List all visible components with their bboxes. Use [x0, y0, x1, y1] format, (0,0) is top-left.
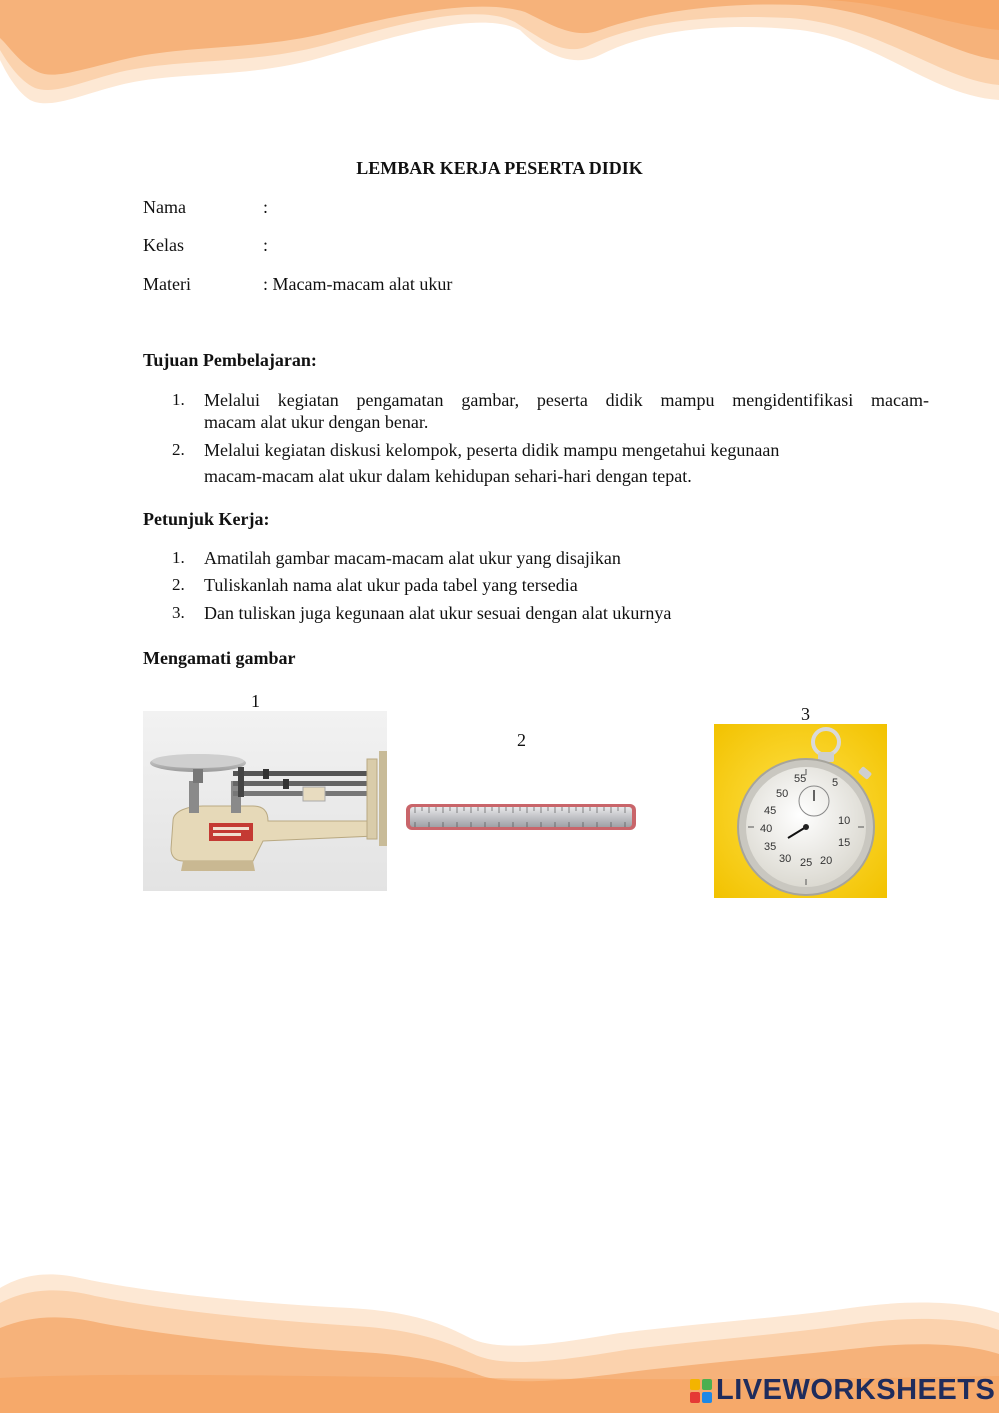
tujuan-heading: Tujuan Pembelajaran:: [143, 350, 317, 370]
petunjuk-item-3-number: 3.: [172, 603, 185, 622]
materi-label: Materi: [143, 274, 191, 294]
dial-label-55: 55: [794, 773, 807, 785]
mengamati-heading: Mengamati gambar: [143, 648, 296, 668]
dial-label-50: 50: [776, 788, 789, 800]
ruler-image: [405, 800, 637, 836]
dial-label-5: 5: [832, 777, 839, 789]
petunjuk-item-3-text: Dan tuliskan juga kegunaan alat ukur sesuai dengan alat ukurnya: [204, 603, 672, 623]
tujuan-item-2-line2: macam-macam alat ukur dalam kehidupan sehari-hari dengan tepat.: [204, 466, 692, 486]
nama-value: :: [263, 197, 269, 217]
liveworksheets-logo-icon: [690, 1379, 712, 1403]
petunjuk-item-2-text: Tuliskanlah nama alat ukur pada tabel yang tersedia: [204, 575, 578, 595]
dial-label-10: 10: [838, 815, 851, 827]
dial-label-15: 15: [838, 837, 851, 849]
top-wave-decoration: [0, 0, 999, 130]
figure-3-number: 3: [801, 704, 810, 724]
figure-2-number: 2: [517, 730, 526, 750]
stopwatch-image: [714, 724, 887, 898]
petunjuk-heading: Petunjuk Kerja:: [143, 509, 270, 529]
tujuan-item-1-line2: macam alat ukur dengan benar.: [204, 412, 429, 432]
petunjuk-item-1-number: 1.: [172, 548, 185, 567]
dial-label-25: 25: [800, 857, 813, 869]
petunjuk-item-2-number: 2.: [172, 575, 185, 594]
materi-value: : Macam-macam alat ukur: [263, 274, 453, 294]
kelas-value: :: [263, 235, 269, 255]
tujuan-item-2-line1: Melalui kegiatan diskusi kelompok, peserta didik mampu mengetahui kegunaan: [204, 440, 780, 460]
tujuan-item-2-number: 2.: [172, 440, 185, 459]
dial-label-40: 40: [760, 823, 773, 835]
dial-label-20: 20: [820, 855, 833, 867]
nama-label: Nama: [143, 197, 186, 217]
liveworksheets-logo: [690, 1374, 995, 1407]
dial-label-30: 30: [779, 853, 792, 865]
tujuan-item-1-line1: Melalui kegiatan pengamatan gambar, peserta didik mampu mengidentifikasi macam-: [204, 390, 929, 410]
tujuan-item-1-number: 1.: [172, 390, 185, 409]
figure-1-number: 1: [251, 691, 260, 711]
petunjuk-item-1-text: Amatilah gambar macam-macam alat ukur yang disajikan: [204, 548, 621, 568]
liveworksheets-logo-text: LIVEWORKSHEETS: [716, 1374, 996, 1406]
dial-label-35: 35: [764, 841, 777, 853]
triple-beam-balance-image: [143, 711, 387, 891]
kelas-label: Kelas: [143, 235, 184, 255]
worksheet-title: LEMBAR KERJA PESERTA DIDIK: [356, 158, 643, 178]
dial-label-45: 45: [764, 805, 777, 817]
